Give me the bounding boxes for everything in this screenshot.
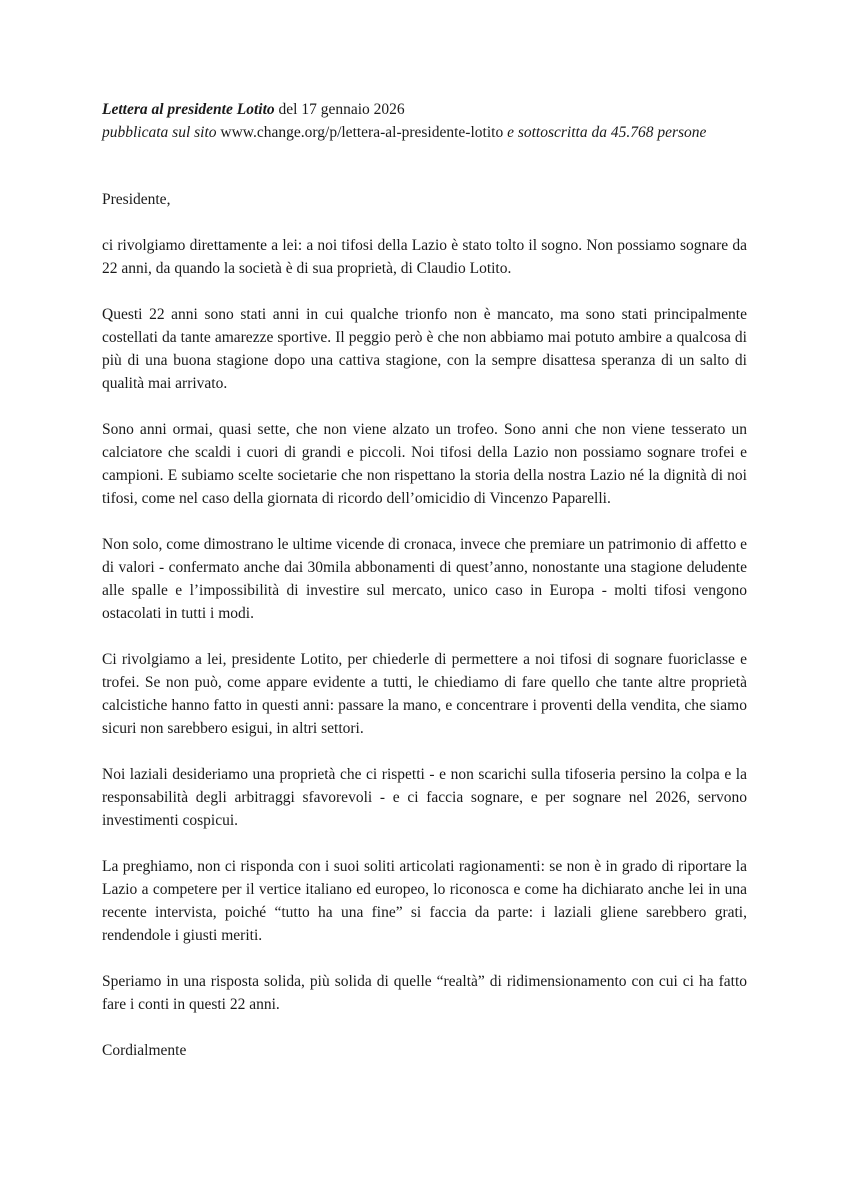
paragraph-5: Ci rivolgiamo a lei, presidente Lotito, per chiederle di permettere a noi tifosi di sognare fuoriclasse e trofei. Se non può, come appare evidente a tutti, le chiediamo di fare quello che tante altre proprietà calcistiche hanno fatto in questi anni: passare la mano, e concentrare i proventi della vendita, che siamo sicuri non sarebbero esigui, in altri settori.: [102, 651, 747, 737]
paragraph-7: La preghiamo, non ci risponda con i suoi soliti articolati ragionamenti: se non è in grado di riportare la Lazio a competere per il vertice italiano ed europeo, lo riconosca e come ha dichiarato anche lei in una recente intervista, poiché “tutto ha una fine” si faccia da parte: i laziali gliene sarebbero grati, rendendole i giusti meriti.: [102, 858, 747, 944]
letter-page: [102, 98, 747, 1062]
paragraph-3: Sono anni ormai, quasi sette, che non viene alzato un trofeo. Sono anni che non viene tesserato un calciatore che scaldi i cuori di grandi e piccoli. Noi tifosi della Lazio non possiamo sognare trofei e campioni. E subiamo scelte societarie che non rispettano la storia della nostra Lazio né la dignità di noi tifosi, come nel caso della giornata di ricordo dell’omicidio di Vincenzo Paparelli.: [102, 421, 747, 507]
signature-count: e sottoscritta da 45.768 persone: [503, 124, 707, 141]
closing: Cordialmente: [102, 1042, 187, 1059]
publication-line: [102, 121, 747, 144]
publication-url: www.change.org/p/lettera-al-presidente-lotito: [220, 124, 504, 141]
letter-title-line: [102, 98, 747, 121]
paragraph-6: Noi laziali desideriamo una proprietà che ci rispetti - e non scarichi sulla tifoseria persino la colpa e la responsabilità degli arbitraggi sfavorevoli - e ci faccia sognare, e per sognare nel 2026, servono investimenti cospicui.: [102, 766, 747, 829]
letter-title: Lettera al presidente Lotito: [102, 101, 275, 118]
letter-date: del 17 gennaio 2026: [274, 101, 405, 118]
publication-prefix: pubblicata sul sito: [102, 124, 221, 141]
paragraph-8: Speriamo in una risposta solida, più solida di quelle “realtà” di ridimensionamento con cui ci ha fatto fare i conti in questi 22 anni.: [102, 973, 747, 1013]
paragraph-1: ci rivolgiamo direttamente a lei: a noi tifosi della Lazio è stato tolto il sogno. Non possiamo sognare da 22 anni, da quando la società è di sua proprietà, di Claudio Lotito.: [102, 237, 747, 277]
paragraph-4: Non solo, come dimostrano le ultime vicende di cronaca, invece che premiare un patrimonio di affetto e di valori - confermato anche dai 30mila abbonamenti di quest’anno, nonostante una stagione deludente alle spalle e l’impossibilità di investire sul mercato, unico caso in Europa - molti tifosi vengono ostacolati in tutti i modi.: [102, 536, 747, 622]
salutation: Presidente,: [102, 191, 171, 208]
paragraph-2: Questi 22 anni sono stati anni in cui qualche trionfo non è mancato, ma sono stati principalmente costellati da tante amarezze sportive. Il peggio però è che non abbiamo mai potuto ambire a qualcosa di più di una buona stagione dopo una cattiva stagione, con la sempre disattesa speranza di un salto di qualità mai arrivato.: [102, 306, 747, 392]
